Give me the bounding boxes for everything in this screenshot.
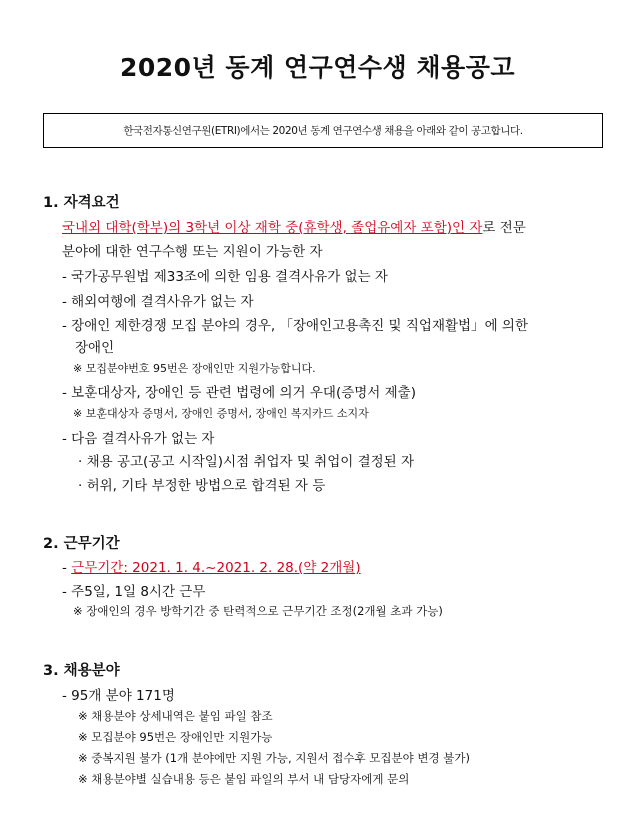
qualification-bullet-4: - 보훈대상자, 장애인 등 관련 법령에 의거 우대(증명서 제출) bbox=[62, 385, 416, 401]
section-heading-qualifications: 1. 자격요건 bbox=[43, 195, 120, 211]
bullet-dash: - bbox=[62, 560, 72, 576]
qualification-bullet-3: - 장애인 제한경쟁 모집 분야의 경우, 「장애인고용촉진 및 직업재활법」에 의한 bbox=[62, 318, 529, 334]
section-heading-recruitment-fields: 3. 채용분야 bbox=[43, 663, 120, 679]
recruitment-note-2: ※ 모집분야 95번은 장애인만 지원가능 bbox=[78, 730, 273, 744]
recruitment-note-1: ※ 채용분야 상세내역은 붙임 파일 참조 bbox=[78, 709, 273, 723]
qualification-bullet-1: - 국가공무원법 제33조에 의한 임용 결격사유가 없는 자 bbox=[62, 269, 388, 285]
work-period-note: ※ 장애인의 경우 방학기간 중 탄력적으로 근무기간 조정(2개월 초과 가능) bbox=[73, 604, 443, 618]
disqualification-item-1: · 채용 공고(공고 시작일)시점 취업자 및 취업이 결정된 자 bbox=[78, 454, 415, 470]
qualification-note-1: ※ 모집분야번호 95번은 장애인만 지원가능합니다. bbox=[73, 362, 316, 375]
qualification-main-line bbox=[62, 216, 526, 236]
recruitment-count-line: - 95개 분야 171명 bbox=[62, 688, 175, 704]
work-period-highlight: 근무기간: 2021. 1. 4.~2021. 2. 28.(약 2개월) bbox=[71, 560, 361, 576]
qualification-bullet-5: - 다음 결격사유가 없는 자 bbox=[62, 431, 215, 447]
qualification-bullet-3-cont: 장애인 bbox=[75, 340, 115, 356]
page-title: 2020년 동계 연구연수생 채용공고 bbox=[120, 53, 515, 82]
qualification-highlight: 국내외 대학(학부)의 3학년 이상 재학 중(휴학생, 졸업유예자 포함)인 자 bbox=[62, 220, 483, 236]
qualification-line-2: 분야에 대한 연구수행 또는 지원이 가능한 자 bbox=[62, 244, 323, 260]
recruitment-note-4: ※ 채용분야별 실습내용 등은 붙임 파일의 부서 내 담당자에게 문의 bbox=[78, 772, 410, 786]
notice-box bbox=[43, 113, 603, 148]
disqualification-item-2: · 허위, 기타 부정한 방법으로 합격된 자 등 bbox=[78, 478, 326, 494]
qualification-note-2: ※ 보훈대상자 증명서, 장애인 증명서, 장애인 복지카드 소지자 bbox=[73, 407, 369, 420]
section-heading-work-period: 2. 근무기간 bbox=[43, 536, 120, 552]
work-schedule-line: - 주5일, 1일 8시간 근무 bbox=[62, 584, 206, 600]
recruitment-note-3: ※ 중복지원 불가 (1개 분야에만 지원 가능, 지원서 접수후 모집분야 변경 불가) bbox=[78, 751, 470, 765]
notice-text: 한국전자통신연구원(ETRI)에서는 2020년 동계 연구연수생 채용을 아래와 같이 공고합니다. bbox=[123, 125, 523, 137]
work-period-line bbox=[62, 556, 361, 576]
qualification-bullet-2: - 해외여행에 결격사유가 없는 자 bbox=[62, 294, 254, 310]
qualification-line-rest: 로 전문 bbox=[482, 220, 526, 236]
